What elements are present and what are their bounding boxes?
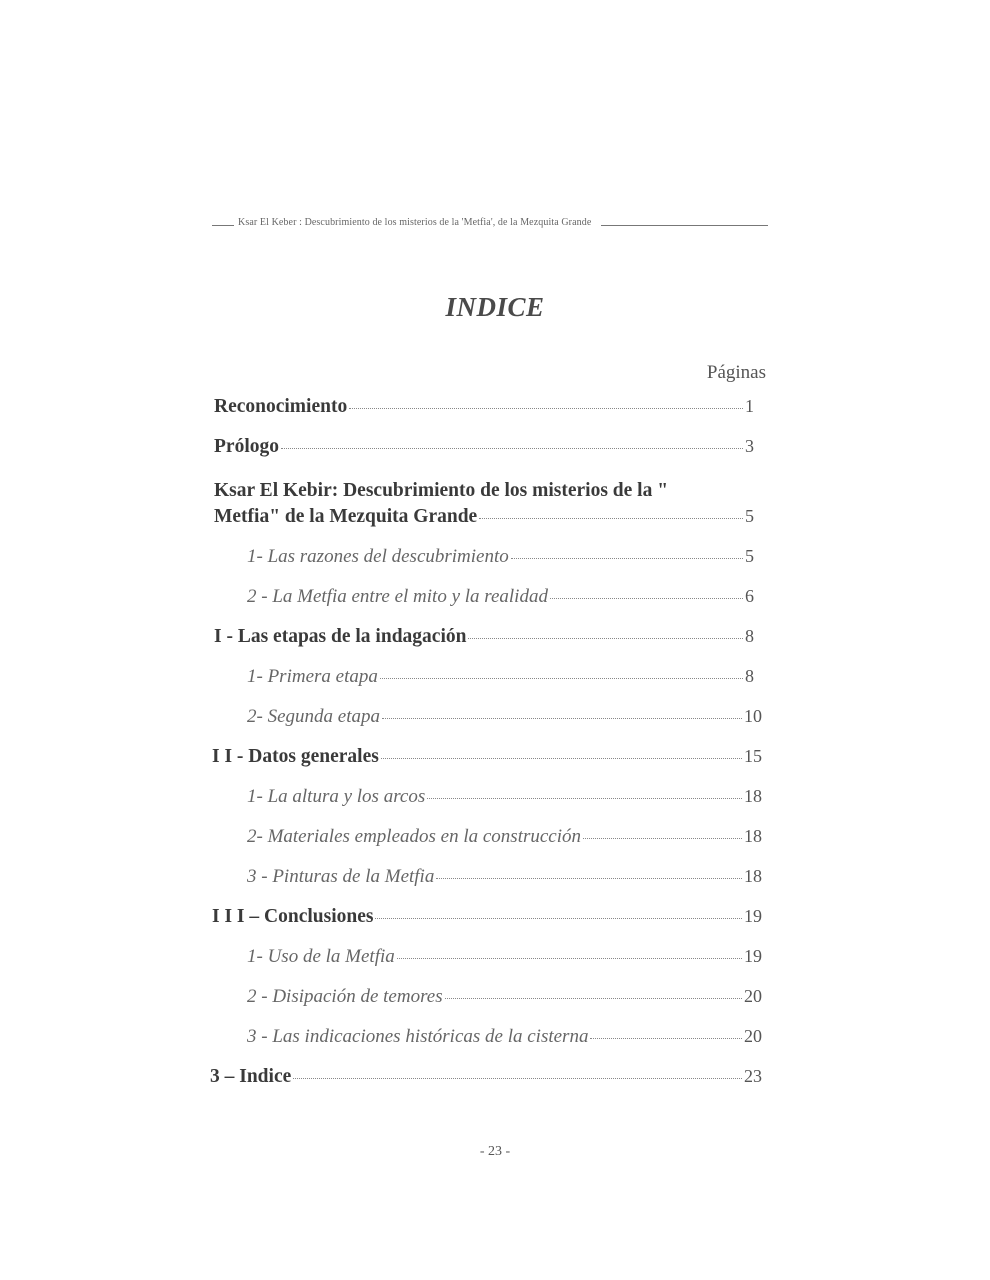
toc-entry-label: I I I – Conclusiones bbox=[212, 906, 374, 927]
header-rule-right bbox=[601, 225, 768, 226]
toc-entry-label: 1- Las razones del descubrimiento bbox=[247, 546, 509, 567]
leader-dots bbox=[427, 798, 742, 799]
leader-dots bbox=[445, 998, 742, 999]
toc-entry-page: 20 bbox=[744, 1026, 762, 1046]
toc-entry-label-line1: Ksar El Kebir: Descubrimiento de los misterios de la " bbox=[214, 480, 669, 501]
toc-entry-label: 2- Materiales empleados en la construcción bbox=[247, 826, 582, 847]
toc-entry[interactable] bbox=[247, 786, 762, 808]
leader-dots bbox=[436, 878, 742, 879]
toc-entry-page: 5 bbox=[745, 506, 754, 526]
toc-entry-label: 3 – Indice bbox=[210, 1066, 292, 1087]
leader-dots bbox=[381, 758, 742, 759]
toc-entry-label: 2 - La Metfia entre el mito y la realidad bbox=[247, 586, 548, 607]
leader-dots bbox=[349, 408, 743, 409]
toc-entry-page: 19 bbox=[744, 946, 762, 966]
leader-dots bbox=[382, 718, 742, 719]
toc-entry[interactable] bbox=[214, 436, 754, 458]
toc-entry-page: 15 bbox=[744, 746, 762, 766]
leader-dots bbox=[281, 448, 743, 449]
leader-dots bbox=[397, 958, 742, 959]
toc-entry-page: 20 bbox=[744, 986, 762, 1006]
toc-entry-page: 18 bbox=[744, 826, 762, 846]
toc-entry[interactable] bbox=[214, 396, 754, 418]
toc-entry[interactable] bbox=[210, 1066, 762, 1088]
toc-entry-label: Prólogo bbox=[214, 436, 279, 457]
toc-entry[interactable] bbox=[247, 546, 754, 568]
pages-column-label: Páginas bbox=[706, 362, 766, 383]
toc-entry[interactable] bbox=[214, 626, 754, 648]
toc-entry[interactable] bbox=[247, 586, 754, 608]
toc-entry[interactable] bbox=[212, 906, 762, 928]
toc-entry-page: 3 bbox=[745, 436, 754, 456]
toc-entry[interactable] bbox=[247, 826, 762, 848]
toc-entry-page: 6 bbox=[745, 586, 754, 606]
toc-entry-label: I I - Datos generales bbox=[212, 746, 379, 767]
toc-entry-page: 10 bbox=[744, 706, 762, 726]
toc-entry-page: 8 bbox=[745, 666, 754, 686]
toc-entry-page: 1 bbox=[745, 396, 754, 416]
toc-entry[interactable] bbox=[247, 866, 762, 888]
toc-entry[interactable] bbox=[214, 506, 754, 528]
leader-dots bbox=[583, 838, 742, 839]
toc-entry-label: 1- Uso de la Metfia bbox=[247, 946, 395, 967]
leader-dots bbox=[293, 1078, 742, 1079]
toc-entry-page: 18 bbox=[744, 786, 762, 806]
toc-entry-label: 3 - Las indicaciones históricas de la cisterna bbox=[247, 1026, 589, 1047]
toc-entry[interactable] bbox=[247, 706, 762, 728]
leader-dots bbox=[468, 638, 743, 639]
toc-entry-page: 23 bbox=[744, 1066, 762, 1086]
toc-entry-multiline[interactable] bbox=[214, 480, 754, 502]
toc-entry-label: 3 - Pinturas de la Metfia bbox=[247, 866, 435, 887]
toc-entry-page: 5 bbox=[745, 546, 754, 566]
toc-entry-page: 8 bbox=[745, 626, 754, 646]
toc-entry-label: I - Las etapas de la indagación bbox=[214, 626, 467, 647]
running-header bbox=[212, 214, 768, 228]
leader-dots bbox=[479, 518, 743, 519]
toc-entry[interactable] bbox=[212, 746, 762, 768]
toc-entry-label: Reconocimiento bbox=[214, 396, 348, 417]
toc-entry-page: 19 bbox=[744, 906, 762, 926]
toc-entry-label: 2- Segunda etapa bbox=[247, 706, 380, 727]
toc-entry-label: 2 - Disipación de temores bbox=[247, 986, 443, 1007]
leader-dots bbox=[511, 558, 743, 559]
leader-dots bbox=[550, 598, 743, 599]
toc-entry-label: 1- Primera etapa bbox=[247, 666, 378, 687]
toc-entry[interactable] bbox=[247, 1026, 762, 1048]
toc-entry-label: Metfia" de la Mezquita Grande bbox=[214, 506, 478, 527]
page-title: INDICE bbox=[445, 292, 545, 322]
toc-entry-label: 1- La altura y los arcos bbox=[247, 786, 426, 807]
toc-entry-page: 18 bbox=[744, 866, 762, 886]
leader-dots bbox=[380, 678, 743, 679]
toc-entry[interactable] bbox=[247, 986, 762, 1008]
leader-dots bbox=[590, 1038, 742, 1039]
toc-entry[interactable] bbox=[247, 666, 754, 688]
toc-entry[interactable] bbox=[247, 946, 762, 968]
leader-dots bbox=[375, 918, 742, 919]
page-number: - 23 - bbox=[479, 1144, 511, 1159]
running-title: Ksar El Keber : Descubrimiento de los misterios de la 'Metfia', de la Mezquita Grande bbox=[238, 217, 592, 228]
header-rule-left bbox=[212, 225, 234, 226]
